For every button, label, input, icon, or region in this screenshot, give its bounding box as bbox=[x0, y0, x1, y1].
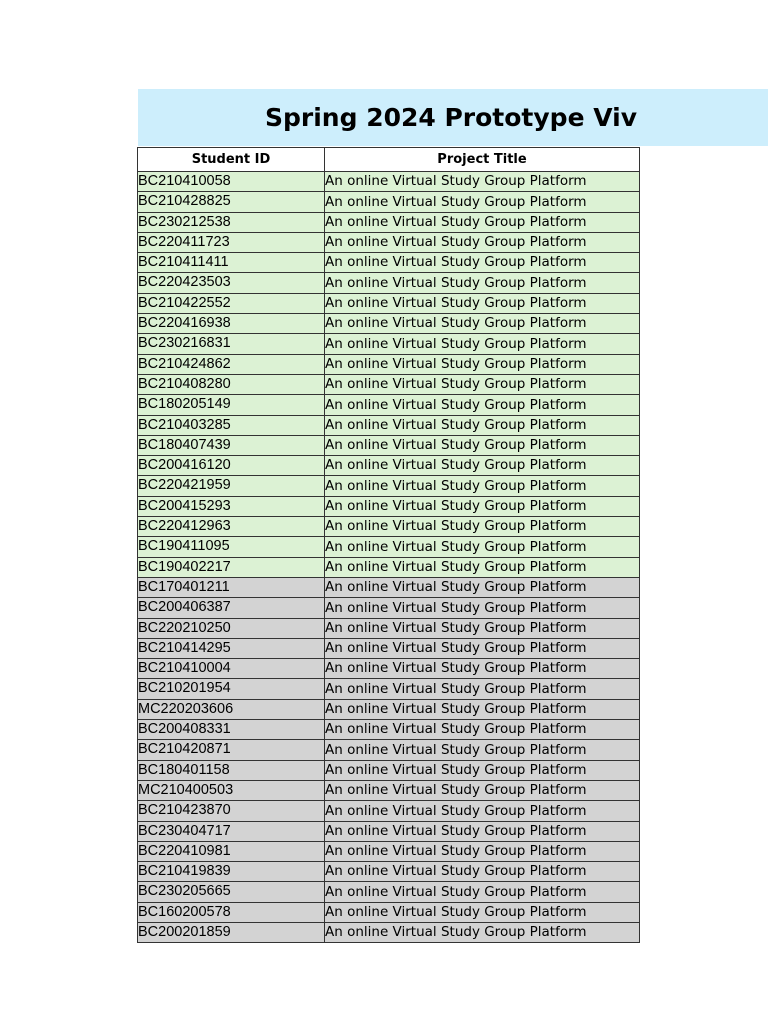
table-row bbox=[138, 537, 640, 557]
student-id-cell: BC180407439 bbox=[138, 435, 325, 455]
table-row bbox=[138, 374, 640, 394]
project-title-cell: An online Virtual Study Group Platform bbox=[325, 253, 640, 273]
student-id-cell: BC210201954 bbox=[138, 679, 325, 699]
student-id-cell: MC210400503 bbox=[138, 780, 325, 800]
project-title-cell: An online Virtual Study Group Platform bbox=[325, 740, 640, 760]
student-id-cell: BC180401158 bbox=[138, 760, 325, 780]
student-id-cell: BC210408280 bbox=[138, 374, 325, 394]
table-row bbox=[138, 821, 640, 841]
table-row bbox=[138, 740, 640, 760]
student-id-cell: BC190411095 bbox=[138, 537, 325, 557]
table-row bbox=[138, 922, 640, 942]
table-row bbox=[138, 699, 640, 719]
project-title-cell: An online Virtual Study Group Platform bbox=[325, 922, 640, 942]
student-id-cell: BC200416120 bbox=[138, 456, 325, 476]
student-id-cell: BC180205149 bbox=[138, 395, 325, 415]
table-row bbox=[138, 395, 640, 415]
table-row bbox=[138, 618, 640, 638]
table-body bbox=[138, 172, 640, 943]
student-id-cell: BC230216831 bbox=[138, 334, 325, 354]
project-title-cell: An online Virtual Study Group Platform bbox=[325, 395, 640, 415]
table-row bbox=[138, 496, 640, 516]
table-row bbox=[138, 476, 640, 496]
project-title-cell: An online Virtual Study Group Platform bbox=[325, 577, 640, 597]
table-row bbox=[138, 902, 640, 922]
student-id-cell: BC210424862 bbox=[138, 354, 325, 374]
table-row bbox=[138, 882, 640, 902]
project-title-cell: An online Virtual Study Group Platform bbox=[325, 902, 640, 922]
project-title-cell: An online Virtual Study Group Platform bbox=[325, 760, 640, 780]
table-row bbox=[138, 780, 640, 800]
column-header-student-id: Student ID bbox=[138, 148, 325, 172]
table-row bbox=[138, 334, 640, 354]
student-id-cell: BC210422552 bbox=[138, 293, 325, 313]
project-title-cell: An online Virtual Study Group Platform bbox=[325, 476, 640, 496]
student-id-cell: BC190402217 bbox=[138, 557, 325, 577]
project-title-cell: An online Virtual Study Group Platform bbox=[325, 354, 640, 374]
table-row bbox=[138, 435, 640, 455]
student-id-cell: BC220416938 bbox=[138, 314, 325, 334]
table-row bbox=[138, 720, 640, 740]
student-id-cell: BC200406387 bbox=[138, 598, 325, 618]
project-title-cell: An online Virtual Study Group Platform bbox=[325, 415, 640, 435]
student-id-cell: BC220210250 bbox=[138, 618, 325, 638]
project-title-cell: An online Virtual Study Group Platform bbox=[325, 435, 640, 455]
project-title-cell: An online Virtual Study Group Platform bbox=[325, 172, 640, 192]
project-title-cell: An online Virtual Study Group Platform bbox=[325, 801, 640, 821]
table-row bbox=[138, 172, 640, 192]
project-title-cell: An online Virtual Study Group Platform bbox=[325, 862, 640, 882]
table-row bbox=[138, 679, 640, 699]
student-id-cell: BC230205665 bbox=[138, 882, 325, 902]
table-row bbox=[138, 456, 640, 476]
student-id-cell: BC230404717 bbox=[138, 821, 325, 841]
table-row bbox=[138, 293, 640, 313]
project-title-cell: An online Virtual Study Group Platform bbox=[325, 293, 640, 313]
project-title-cell: An online Virtual Study Group Platform bbox=[325, 496, 640, 516]
project-title-cell: An online Virtual Study Group Platform bbox=[325, 821, 640, 841]
project-title-cell: An online Virtual Study Group Platform bbox=[325, 557, 640, 577]
student-id-cell: BC220423503 bbox=[138, 273, 325, 293]
project-title-cell: An online Virtual Study Group Platform bbox=[325, 334, 640, 354]
student-id-cell: BC220411723 bbox=[138, 232, 325, 252]
table-row bbox=[138, 354, 640, 374]
project-title-cell: An online Virtual Study Group Platform bbox=[325, 314, 640, 334]
project-title-cell: An online Virtual Study Group Platform bbox=[325, 456, 640, 476]
student-id-cell: BC210411411 bbox=[138, 253, 325, 273]
student-id-cell: BC230212538 bbox=[138, 212, 325, 232]
project-title-cell: An online Virtual Study Group Platform bbox=[325, 232, 640, 252]
table-row bbox=[138, 598, 640, 618]
project-title-cell: An online Virtual Study Group Platform bbox=[325, 841, 640, 861]
project-title-cell: An online Virtual Study Group Platform bbox=[325, 699, 640, 719]
table-row bbox=[138, 801, 640, 821]
project-title-cell: An online Virtual Study Group Platform bbox=[325, 679, 640, 699]
student-id-cell: BC210420871 bbox=[138, 740, 325, 760]
table-row bbox=[138, 638, 640, 658]
project-title-cell: An online Virtual Study Group Platform bbox=[325, 780, 640, 800]
project-title-cell: An online Virtual Study Group Platform bbox=[325, 598, 640, 618]
table-row bbox=[138, 314, 640, 334]
project-title-cell: An online Virtual Study Group Platform bbox=[325, 618, 640, 638]
student-id-cell: BC210410004 bbox=[138, 659, 325, 679]
table-row bbox=[138, 232, 640, 252]
student-id-cell: BC210428825 bbox=[138, 192, 325, 212]
column-header-project-title: Project Title bbox=[325, 148, 640, 172]
table-row bbox=[138, 517, 640, 537]
table-row bbox=[138, 192, 640, 212]
table-row bbox=[138, 253, 640, 273]
student-id-cell: BC200201859 bbox=[138, 922, 325, 942]
student-id-cell: BC220412963 bbox=[138, 517, 325, 537]
student-id-cell: BC210423870 bbox=[138, 801, 325, 821]
student-id-cell: BC210419839 bbox=[138, 862, 325, 882]
table-row bbox=[138, 273, 640, 293]
student-id-cell: BC220421959 bbox=[138, 476, 325, 496]
student-id-cell: MC220203606 bbox=[138, 699, 325, 719]
student-id-cell: BC210403285 bbox=[138, 415, 325, 435]
table-row bbox=[138, 841, 640, 861]
project-title-cell: An online Virtual Study Group Platform bbox=[325, 638, 640, 658]
student-id-cell: BC220410981 bbox=[138, 841, 325, 861]
project-title-cell: An online Virtual Study Group Platform bbox=[325, 212, 640, 232]
page-title: Spring 2024 Prototype Viv bbox=[265, 103, 638, 132]
project-title-cell: An online Virtual Study Group Platform bbox=[325, 537, 640, 557]
project-title-cell: An online Virtual Study Group Platform bbox=[325, 517, 640, 537]
student-id-cell: BC200415293 bbox=[138, 496, 325, 516]
project-title-cell: An online Virtual Study Group Platform bbox=[325, 273, 640, 293]
student-project-table bbox=[137, 147, 640, 943]
student-id-cell: BC200408331 bbox=[138, 720, 325, 740]
table-row bbox=[138, 577, 640, 597]
table-header-row bbox=[138, 148, 640, 172]
table-row bbox=[138, 760, 640, 780]
student-id-cell: BC170401211 bbox=[138, 577, 325, 597]
table-row bbox=[138, 212, 640, 232]
project-title-cell: An online Virtual Study Group Platform bbox=[325, 374, 640, 394]
project-title-cell: An online Virtual Study Group Platform bbox=[325, 882, 640, 902]
table-row bbox=[138, 659, 640, 679]
student-id-cell: BC210414295 bbox=[138, 638, 325, 658]
table-row bbox=[138, 415, 640, 435]
table-row bbox=[138, 557, 640, 577]
project-title-cell: An online Virtual Study Group Platform bbox=[325, 720, 640, 740]
student-id-cell: BC210410058 bbox=[138, 172, 325, 192]
table-row bbox=[138, 862, 640, 882]
project-title-cell: An online Virtual Study Group Platform bbox=[325, 659, 640, 679]
student-id-cell: BC160200578 bbox=[138, 902, 325, 922]
project-title-cell: An online Virtual Study Group Platform bbox=[325, 192, 640, 212]
